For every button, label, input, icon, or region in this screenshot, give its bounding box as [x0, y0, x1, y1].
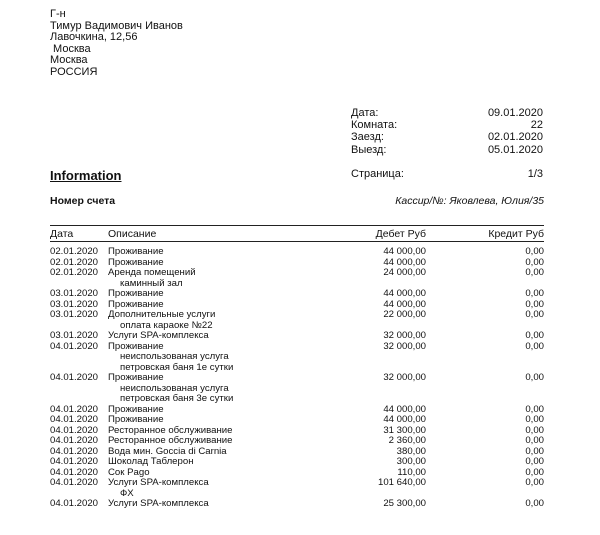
table-row: [50, 268, 544, 279]
page-value: 1/3: [527, 168, 543, 180]
cell-debit: 2 360,00: [388, 435, 426, 446]
cell-description: Шоколад Таблерон: [108, 456, 194, 467]
cell-description: Услуги SPA-комплекса: [108, 477, 209, 488]
cell-description: Проживание: [108, 372, 164, 383]
cell-debit: 380,00: [396, 445, 426, 457]
cell-description-continuation: петровская баня 1е сутки: [120, 361, 234, 373]
table-row: [50, 457, 544, 468]
invoice-meta: [351, 107, 543, 156]
cell-date: 04.01.2020: [50, 435, 99, 446]
cell-date: 03.01.2020: [50, 298, 99, 310]
table-row: [50, 310, 544, 321]
cell-credit: 0,00: [525, 246, 544, 257]
cell-date: 03.01.2020: [50, 330, 99, 341]
cell-debit: 24 000,00: [383, 267, 426, 278]
address-line: Тимур Вадимович Иванов: [50, 19, 183, 32]
meta-label: Заезд:: [351, 131, 384, 144]
cell-description-continuation: оплата караоке №22: [120, 319, 213, 331]
cell-debit: 44 000,00: [383, 288, 426, 299]
header-debit: Дебет Руб: [375, 228, 426, 240]
address-line: Лавочкина, 12,56: [50, 31, 138, 44]
cell-description: Проживание: [108, 414, 164, 425]
cell-credit: 0,00: [525, 330, 544, 341]
address-line: Г-н: [50, 8, 66, 20]
cell-description: Ресторанное обслуживание: [108, 435, 233, 446]
address-line: Москва: [50, 54, 88, 67]
cell-description-continuation: ФХ: [120, 487, 134, 499]
meta-row: [351, 119, 543, 131]
cell-debit: 32 000,00: [383, 330, 426, 341]
page-label: Страница:: [351, 168, 404, 180]
section-title: Information: [50, 168, 122, 183]
meta-label: Дата:: [351, 107, 379, 119]
cell-credit: 0,00: [525, 435, 544, 446]
cell-date: 04.01.2020: [50, 445, 99, 457]
cell-description: Проживание: [108, 340, 164, 352]
cell-date: 02.01.2020: [50, 246, 99, 257]
cell-description: Ресторанное обслуживание: [108, 424, 233, 436]
cell-credit: 0,00: [525, 256, 544, 268]
meta-value: 02.01.2020: [487, 131, 543, 144]
cell-credit: 0,00: [525, 298, 544, 310]
table-row: [50, 478, 544, 489]
cell-description: Услуги SPA-комплекса: [108, 330, 209, 341]
meta-value: 09.01.2020: [487, 107, 543, 119]
address-line: Москва: [50, 42, 91, 55]
cell-debit: 44 000,00: [383, 256, 426, 268]
cell-description-continuation: неиспользованая услуга: [120, 382, 229, 394]
cell-date: 03.01.2020: [50, 288, 99, 299]
table-top-rule: [50, 225, 544, 226]
cell-credit: 0,00: [525, 466, 544, 478]
cell-description: Проживание: [108, 298, 164, 310]
header-credit: Кредит Руб: [488, 228, 544, 240]
guest-address-block: [50, 9, 183, 79]
page-indicator: [351, 168, 543, 180]
table-row: [50, 373, 544, 384]
table-row: [50, 499, 544, 510]
table-row: [50, 352, 544, 363]
cell-description: Дополнительные услуги: [108, 309, 216, 320]
cell-description: Услуги SPA-комплекса: [108, 498, 209, 509]
cell-date: 04.01.2020: [50, 477, 99, 488]
table-header: [50, 228, 544, 240]
cell-credit: 0,00: [525, 309, 544, 320]
table-header-rule: [50, 241, 544, 242]
cell-description: Аренда помещений: [108, 267, 196, 278]
cell-credit: 0,00: [525, 372, 544, 383]
cell-description: Проживание: [108, 403, 164, 415]
table-row: [50, 415, 544, 426]
cell-debit: 32 000,00: [383, 340, 426, 352]
cell-credit: 0,00: [525, 414, 544, 425]
cell-date: 03.01.2020: [50, 309, 99, 320]
cell-debit: 44 000,00: [383, 403, 426, 415]
transactions-table: [50, 247, 544, 510]
table-row: [50, 394, 544, 405]
cell-description: Проживание: [108, 288, 164, 299]
cell-description: Проживание: [108, 246, 164, 257]
cell-date: 02.01.2020: [50, 256, 99, 268]
cell-date: 04.01.2020: [50, 466, 99, 478]
cell-date: 04.01.2020: [50, 424, 99, 436]
cell-credit: 0,00: [525, 456, 544, 467]
cell-credit: 0,00: [525, 498, 544, 509]
cell-description: Сок Pago: [108, 466, 150, 478]
meta-value: 22: [530, 119, 543, 132]
table-row: [50, 289, 544, 300]
header-description: Описание: [108, 228, 157, 240]
table-row: [50, 331, 544, 342]
cell-date: 04.01.2020: [50, 498, 99, 509]
cell-date: 04.01.2020: [50, 372, 99, 383]
cell-debit: 101 640,00: [377, 477, 426, 488]
header-date: Дата: [50, 228, 74, 240]
cell-debit: 110,00: [397, 466, 426, 478]
cell-credit: 0,00: [525, 477, 544, 488]
cell-date: 04.01.2020: [50, 403, 99, 415]
cell-description: Проживание: [108, 256, 164, 268]
cell-debit: 31 300,00: [383, 424, 426, 436]
cell-description: Вода мин. Goccia di Carnia: [108, 445, 227, 457]
table-row: [50, 247, 544, 258]
cell-description-continuation: неиспользованая услуга: [120, 351, 229, 362]
meta-row: [351, 107, 543, 119]
cell-credit: 0,00: [525, 288, 544, 299]
meta-row: [351, 131, 543, 143]
cell-credit: 0,00: [525, 445, 544, 457]
account-number-label: Номер счета: [50, 195, 116, 207]
cell-credit: 0,00: [525, 340, 544, 352]
cell-debit: 44 000,00: [383, 298, 426, 310]
cell-debit: 25 300,00: [383, 498, 426, 509]
cell-date: 04.01.2020: [50, 414, 99, 425]
cell-debit: 44 000,00: [383, 414, 426, 425]
meta-value: 05.01.2020: [487, 143, 543, 156]
table-row: [50, 436, 544, 447]
cell-debit: 22 000,00: [383, 309, 426, 320]
meta-label: Комната:: [351, 119, 398, 132]
cell-date: 04.01.2020: [50, 340, 99, 352]
cell-debit: 44 000,00: [383, 246, 426, 257]
address-line: РОССИЯ: [50, 65, 98, 78]
cell-debit: 300,00: [396, 456, 426, 467]
cell-description-continuation: петровская баня 3е сутки: [120, 393, 234, 404]
meta-row: [351, 144, 543, 156]
cell-credit: 0,00: [525, 267, 544, 278]
cell-date: 04.01.2020: [50, 456, 99, 467]
cashier-info: Кассир/№: Яковлева, Юлия/35: [395, 195, 544, 207]
cell-description-continuation: каминный зал: [120, 277, 183, 289]
cell-debit: 32 000,00: [383, 372, 426, 383]
cell-date: 02.01.2020: [50, 267, 99, 278]
meta-label: Выезд:: [351, 143, 387, 156]
cell-credit: 0,00: [525, 424, 544, 436]
cell-credit: 0,00: [525, 403, 544, 415]
